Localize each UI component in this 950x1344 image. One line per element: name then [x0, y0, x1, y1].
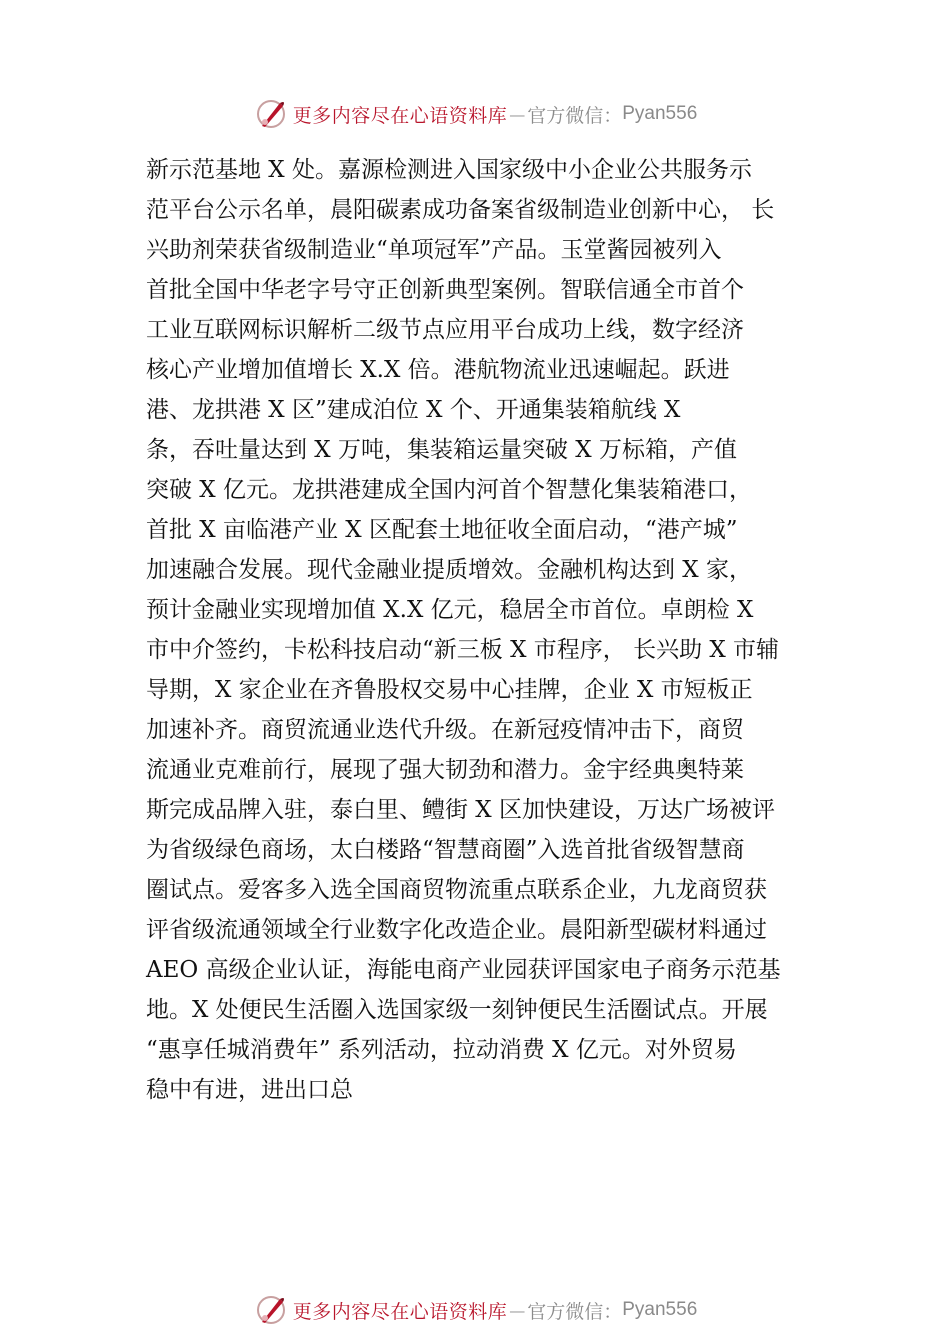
- banner-slogan: 更多内容尽在心语资料库: [292, 104, 508, 127]
- text-line: 条，吞吐量达到 X 万吨，集装箱运量突破 X 万标箱，产值: [146, 437, 737, 463]
- header-banner: [0, 94, 950, 134]
- text-line: 导期，X 家企业在齐鲁股权交易中心挂牌，企业 X 市短板正: [146, 677, 753, 703]
- quill-pen-icon: [253, 1292, 289, 1328]
- text-line: 核心产业增加值增长 X.X 倍。港航物流业迅速崛起。跃进: [146, 357, 730, 383]
- text-line: “惠享任城消费年” 系列活动，拉动消费 X 亿元。对外贸易: [146, 1037, 737, 1063]
- text-line: 为省级绿色商场，太白楼路“智慧商圈”入选首批省级智慧商: [146, 837, 745, 863]
- banner-wechat-id: Pyan556: [622, 1299, 698, 1320]
- text-line: 加速融合发展。现代金融业提质增效。金融机构达到 X 家，: [146, 557, 752, 583]
- text-line: 地。X 处便民生活圈入选国家级一刻钟便民生活圈试点。开展: [146, 997, 768, 1023]
- text-line: 突破 X 亿元。龙拱港建成全国内河首个智慧化集装箱港口，: [146, 477, 752, 503]
- banner-wechat-id: Pyan556: [622, 103, 698, 124]
- banner-separator: —: [509, 104, 526, 124]
- text-line: 市中介签约，卡松科技启动“新三板 X 市程序， 长兴助 X 市辅: [146, 637, 780, 663]
- text-line: 评省级流通领域全行业数字化改造企业。晨阳新型碳材料通过: [146, 917, 767, 943]
- text-line: 斯完成品牌入驻，泰白里、鳢街 X 区加快建设，万达广场被评: [146, 797, 775, 823]
- banner-separator: —: [509, 1300, 526, 1320]
- banner-wechat-label: 官方微信：: [527, 104, 623, 127]
- text-line: 加速补齐。商贸流通业迭代升级。在新冠疫情冲击下，商贸: [146, 717, 744, 743]
- text-line: 工业互联网标识解析二级节点应用平台成功上线，数字经济: [146, 317, 744, 343]
- footer-banner: [0, 1290, 950, 1330]
- text-line: 范平台公示名单，晨阳碳素成功备案省级制造业创新中心， 长: [146, 197, 775, 223]
- text-line: 新示范基地 X 处。嘉源检测进入国家级中小企业公共服务示: [146, 157, 752, 183]
- text-line: 兴助剂荣获省级制造业“单项冠军”产品。玉堂酱园被列入: [146, 237, 722, 263]
- banner-slogan: 更多内容尽在心语资料库: [292, 1300, 508, 1323]
- text-line: 预计金融业实现增加值 X.X 亿元，稳居全市首位。卓朗检 X: [146, 597, 754, 623]
- text-line: 流通业克难前行，展现了强大韧劲和潜力。金宇经典奥特莱: [146, 757, 744, 783]
- text-line: 首批全国中华老字号守正创新典型案例。智联信通全市首个: [146, 277, 744, 303]
- quill-pen-icon: [253, 96, 289, 132]
- banner-wechat-label: 官方微信：: [527, 1300, 623, 1323]
- text-line: 港、龙拱港 X 区”建成泊位 X 个、开通集装箱航线 X: [146, 397, 681, 423]
- text-line: 稳中有进，进出口总: [146, 1077, 353, 1103]
- text-line: 圈试点。爱客多入选全国商贸物流重点联系企业，九龙商贸获: [146, 877, 767, 903]
- document-body: [146, 150, 816, 1110]
- text-line: AEO 高级企业认证，海能电商产业园获评国家电子商务示范基: [146, 957, 781, 983]
- text-line: 首批 X 亩临港产业 X 区配套土地征收全面启动，“港产城”: [146, 517, 738, 543]
